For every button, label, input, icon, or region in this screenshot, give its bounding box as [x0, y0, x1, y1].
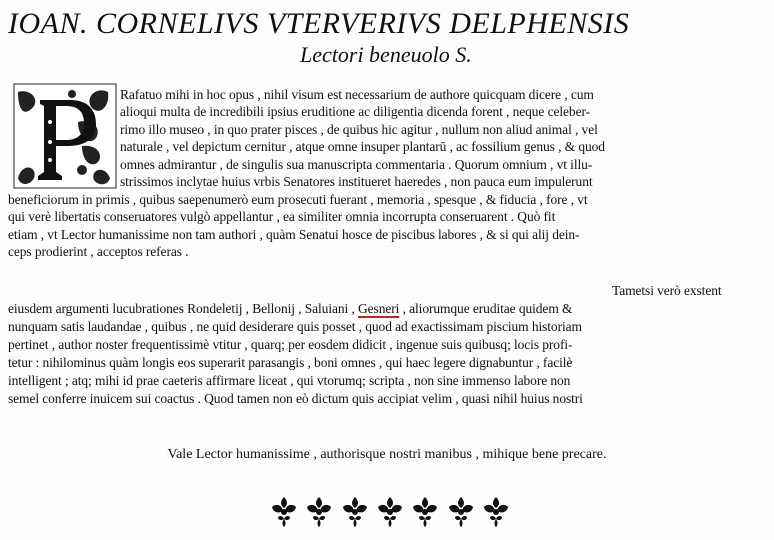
fleuron-ornament-icon: [447, 495, 475, 529]
text-line: naturale , vel depictum cernitur , atque omne insuper plantarū , ac fossilium genus , & quod: [120, 139, 605, 154]
decorated-initial-p: [12, 82, 118, 190]
text-line: semel conferre inuicem sui coactus . Quod tamen non eò dictum quis accipiat velim , quasi nihil huius nostri: [8, 391, 583, 406]
page-title: IOAN. CORNELIVS VTERVERIVS DELPHENSIS: [8, 7, 630, 40]
drop-cap-ornament: [12, 82, 118, 190]
fleuron-ornament-icon: [341, 495, 369, 529]
text-line: [8, 300, 572, 317]
text-line: alioqui multa de incredibili ipsius eruditione ac diligentia dicenda forent , neque celeber-: [120, 104, 590, 119]
text-line: strissimos inclytae huius vrbis Senatores institueret haeredes , non pauca eum impulerunt: [120, 174, 593, 189]
text-line: ceps prodierint , acceptos referas .: [8, 244, 189, 259]
text-line: rimo illo museo , in quo prater pisces , de quibus hic agitur , nullum non aliud animal , vel: [120, 122, 598, 137]
text-line: intelligent ; atq; mihi id prae caeteris affirmare liceat , qui vtorumq; scripta , non sine immenso labore non: [8, 373, 571, 388]
text-fragment: eiusdem argumenti lucubrationes Rondeletij , Bellonij , Saluiani ,: [8, 301, 358, 316]
underlined-word-gesneri: Gesneri: [358, 301, 400, 316]
text-fragment: , aliorumque eruditae quidem &: [399, 301, 573, 316]
text-line: Tametsi verò exstent: [612, 283, 722, 298]
fleuron-ornament-icon: [411, 495, 439, 529]
text-line: qui verè libertatis conseruatores vulgò appellantur , ea similiter omnia incorrupta conseruarent . Quò fit: [8, 209, 556, 224]
fleuron-ornament-icon: [482, 495, 510, 529]
page-subtitle: Lectori beneuolo S.: [300, 42, 472, 67]
fleuron-ornament-icon: [270, 495, 298, 529]
text-line: tetur : nihilominus quàm longis eos superarit parasangis , boni omnes , qui haec legere dignabuntur , facilè: [8, 355, 573, 370]
text-line: nunquam satis laudandae , quibus , ne quid desiderare quis posset , quod ad exactissimam piscium historiam: [8, 319, 582, 334]
text-line: pertinet , author noster frequentissimè vtitur , quarq; per eosdem didicit , ingenue suis quibusq; locis profi-: [8, 337, 573, 352]
fleuron-row: [270, 495, 510, 535]
fleuron-ornament-icon: [305, 495, 333, 529]
fleuron-ornament-icon: [376, 495, 404, 529]
closing-line: Vale Lector humanissime , authorisque nostri manibus , mihique bene precare.: [167, 447, 607, 462]
text-line: etiam , vt Lector humanissime non tam authori , quàm Senatui hosce de piscibus labores , & si qui alij dein-: [8, 227, 580, 242]
text-line: Rafatuo mihi in hoc opus , nihil visum est necessarium de authore quicquam dicere , cum: [120, 87, 594, 102]
text-line: beneficiorum in primis , quibus saepenumerò eum prosecuti fuerant , memoria , spesque , & fiducia , fore , vt: [8, 192, 588, 207]
text-line: omnes admirantur , de singulis sua manuscripta commentaria . Quorum omnium , vt illu-: [120, 157, 593, 172]
